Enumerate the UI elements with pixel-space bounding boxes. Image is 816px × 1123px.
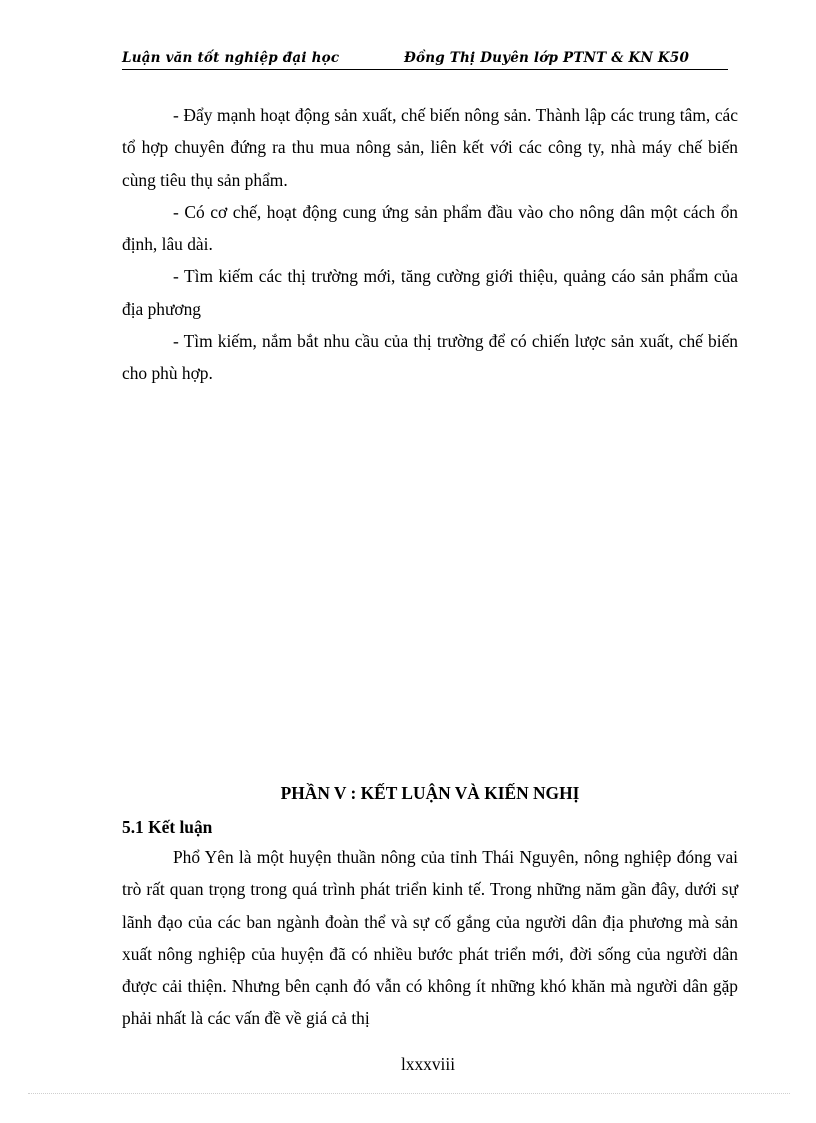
footer-divider (28, 1093, 790, 1094)
recommendation-item: - Tìm kiếm các thị trường mới, tăng cường giới thiệu, quảng cáo sản phẩm của địa phương (122, 266, 738, 319)
recommendation-item: - Có cơ chế, hoạt động cung ứng sản phẩm đầu vào cho nông dân một cách ổn định, lâu dài. (122, 201, 738, 255)
recommendations-list (122, 99, 738, 390)
conclusion-paragraph: Phổ Yên là một huyện thuần nông của tỉnh Thái Nguyên, nông nghiệp đóng vai trò rất quan trọng trong quá trình phát triển kinh tế. Trong những năm gần đây, dưới sự lãnh đạo của các ban ngành đoàn thể và sự cố gắng của người dân địa phương mà sản xuất nông nghiệp của huyện đã có nhiều bước phát triển mới, đời sống của người dân được cải thiện. Nhưng bên cạnh đó vẫn có không ít những khó khăn mà người dân gặp phải nhất là các vấn đề về giá cả thị (122, 847, 738, 1029)
section-heading: PHẦN V : KẾT LUẬN VÀ KIẾN NGHỊ (280, 783, 580, 803)
header-divider (122, 69, 728, 70)
subsection-heading: 5.1 Kết luận (122, 817, 213, 837)
recommendation-item: - Đẩy mạnh hoạt động sản xuất, chế biến nông sản. Thành lập các trung tâm, các tổ hợp chuyên đứng ra thu mua nông sản, liên kết với các công ty, nhà máy chế biến cùng tiêu thụ sản phẩm. (122, 105, 738, 190)
page-number: lxxxviii (400, 1054, 456, 1074)
conclusion-body (122, 841, 738, 1035)
recommendation-item: - Tìm kiếm, nắm bắt nhu cầu của thị trường để có chiến lược sản xuất, chế biến cho phù hợp. (122, 331, 738, 384)
header-author-class: Đồng Thị Duyên lớp PTNT & KN K50 (404, 50, 690, 66)
running-header (122, 48, 728, 70)
header-thesis-title: Luận văn tốt nghiệp đại học (122, 50, 340, 66)
